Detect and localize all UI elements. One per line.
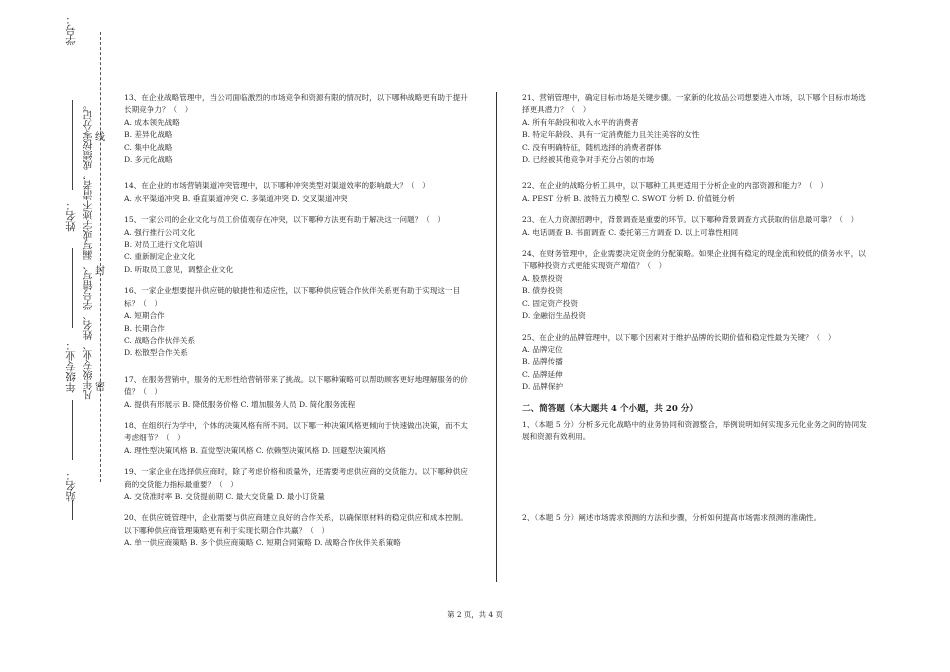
question-stem: 15、一家公司的企业文化与员工价值观存在冲突，以下哪种方法更有助于解决这一问题？（ ） (124, 215, 446, 225)
grade-major-line (72, 400, 73, 460)
option: D. 听取员工意见，调整企业文化 (124, 264, 234, 274)
question-20 (124, 512, 474, 549)
question-18 (124, 420, 474, 457)
question-stem: 14、在企业的市场营销渠道冲突管理中，以下哪种冲突类型对渠道效率的影响最大？（ ） (124, 181, 430, 191)
question-16 (124, 285, 474, 359)
question-stem: 22、在企业的战略分析工具中，以下哪种工具更适用于分析企业的内部资源和能力？（ ） (522, 181, 828, 191)
column-divider (496, 92, 497, 582)
short-answer-question-1: 1、（本题 5 分）分析多元化战略中的业务协同和资源整合，举例说明如何实现多元化业务之间的协同发展和资源有效利用。 (522, 419, 867, 442)
name-label: 姓名： (65, 200, 77, 232)
inline-options: A. 水平渠道冲突 B. 垂直渠道冲突 C. 多渠道冲突 D. 交叉渠道冲突 (124, 193, 348, 203)
option: B. 差异化战略 (124, 130, 173, 140)
option: A. 强行推行公司文化 (124, 227, 196, 237)
question-stem: 24、在财务管理中，企业需要决定资金的分配策略。如果企业拥有稳定的现金流和较低的债务水平，以下哪种投资方式更能实现资产增值？（ ） (522, 249, 866, 271)
question-stem: 18、在组织行为学中，个体的决策风格有所不同。以下哪一种决策风格更倾向于快速做出决策，而不太考虑细节？（ ） (124, 420, 468, 443)
binding-notice: 凡年级专业、姓名、学号错写、漏写或字迹不清者，成绩按零分记。 (84, 100, 95, 400)
option: B. 对员工进行文化培训 (124, 240, 203, 250)
option: B. 品牌传播 (522, 357, 563, 367)
option: B. 特定年龄段、具有一定消费能力且关注美容的女性 (522, 130, 700, 140)
question-stem: 23、在人力资源招聘中，背景调查是重要的环节。以下哪种背景调查方式获取的信息最可靠？（ ） (522, 215, 859, 225)
question-23 (522, 214, 870, 239)
option: D. 金融衍生品投资 (522, 311, 586, 321)
question-22 (522, 180, 870, 205)
option: C. 集中化战略 (124, 142, 173, 152)
binding-dashed-line (100, 32, 101, 482)
option: C. 固定资产投资 (522, 298, 578, 308)
question-19 (124, 466, 474, 503)
question-stem: 21、营销管理中，确定目标市场是关键步骤。一家新的化妆品公司想要进入市场，以下哪个目标市场选择更具潜力？（ ） (522, 93, 866, 115)
option: B. 长期合作 (124, 323, 165, 333)
option: D. 品牌保护 (522, 382, 564, 392)
inline-options: A. 电话调查 B. 书面调查 C. 委托第三方调查 D. 以上可靠性相同 (522, 227, 739, 237)
student-id-label: 学号： (65, 14, 77, 46)
option: D. 多元化战略 (124, 155, 173, 165)
option: A. 成本领先战略 (124, 117, 180, 127)
name-line (72, 248, 73, 328)
question-stem: 13、在企业战略管理中，当公司面临激烈的市场竞争和资源有限的情况时，以下哪种战略更有助于提升长期竞争力？（ ） (124, 93, 468, 115)
option: D. 松散型合作关系 (124, 348, 188, 358)
option: C. 没有明确特征，随机选择的消费者群体 (522, 142, 662, 152)
left-column (124, 92, 474, 559)
school-line (72, 500, 73, 520)
cut-mark-secret: 密 (95, 382, 105, 393)
option: A. 所有年龄段和收入水平的消费者 (522, 117, 639, 127)
question-17 (124, 374, 474, 411)
school-label: 站名： (65, 470, 77, 502)
inline-options: A. 理性型决策风格 B. 直觉型决策风格 C. 依赖型决策风格 D. 回避型决策风格 (124, 445, 386, 455)
question-stem: 17、在服务营销中，服务的无形性给营销带来了挑战。以下哪种策略可以帮助顾客更好地理解服务的价值？（ ） (124, 374, 468, 397)
student-id-line (72, 100, 73, 190)
question-14 (124, 180, 474, 205)
question-stem: 19、一家企业在选择供应商时，除了考虑价格和质量外，还需要考虑供应商的交货能力。以下哪种供应商的交货能力指标最重要？（ ） (124, 467, 468, 489)
binding-margin (0, 0, 120, 672)
option: C. 品牌延伸 (522, 369, 563, 379)
option: D. 已经被其他竞争对手充分占领的市场 (522, 155, 655, 165)
short-answer-question-2: 2、（本题 5 分）阐述市场需求预测的方法和步骤，分析如何提高市场需求预测的准确性。 (522, 512, 822, 522)
question-stem: 25、在企业的品牌管理中，以下哪个因素对于维护品牌的长期价值和稳定性最为关键？（ ） (522, 332, 836, 342)
page-footer: 第 2 页，共 4 页 (447, 610, 503, 619)
question-13 (124, 92, 474, 166)
inline-options: A. 单一供应商策略 B. 多个供应商策略 C. 短期合同策略 D. 战略合作伙伴关系策略 (124, 538, 401, 548)
inline-options: A. 提供有形展示 B. 降低服务价格 C. 增加服务人员 D. 简化服务流程 (124, 399, 356, 409)
option: C. 战略合作伙伴关系 (124, 335, 196, 345)
section-title-short-answer: 二、简答题（本大题共 4 个小题，共 20 分） (522, 403, 699, 414)
inline-options: A. PEST 分析 B. 波特五力模型 C. SWOT 分析 D. 价值链分析 (522, 193, 735, 203)
option: A. 短期合作 (124, 311, 165, 321)
grade-major-label: 年级专业： (65, 340, 77, 393)
question-25 (522, 332, 870, 394)
question-24 (522, 248, 870, 322)
option: C. 重新制定企业文化 (124, 252, 196, 262)
cut-mark-line: 线 (95, 132, 105, 143)
cut-mark-seal: 封 (95, 266, 105, 277)
question-21 (522, 92, 870, 166)
option: B. 债券投资 (522, 286, 563, 296)
question-stem: 20、在供应链管理中，企业需要与供应商建立良好的合作关系，以确保原材料的稳定供应和成本控制。以下哪种供应商管理策略更有利于实现长期合作共赢？（ ） (124, 513, 468, 535)
inline-options: A. 交货准时率 B. 交货提前期 C. 最大交货量 D. 最小订货量 (124, 491, 325, 501)
question-stem: 16、一家企业想要提升供应链的敏捷性和适应性，以下哪种供应链合作伙伴关系更有助于实现这一目标？（ ） (124, 286, 461, 308)
option: A. 品牌定位 (522, 344, 563, 354)
right-column (522, 92, 870, 524)
option: A. 股票投资 (522, 273, 563, 283)
question-15 (124, 214, 474, 276)
